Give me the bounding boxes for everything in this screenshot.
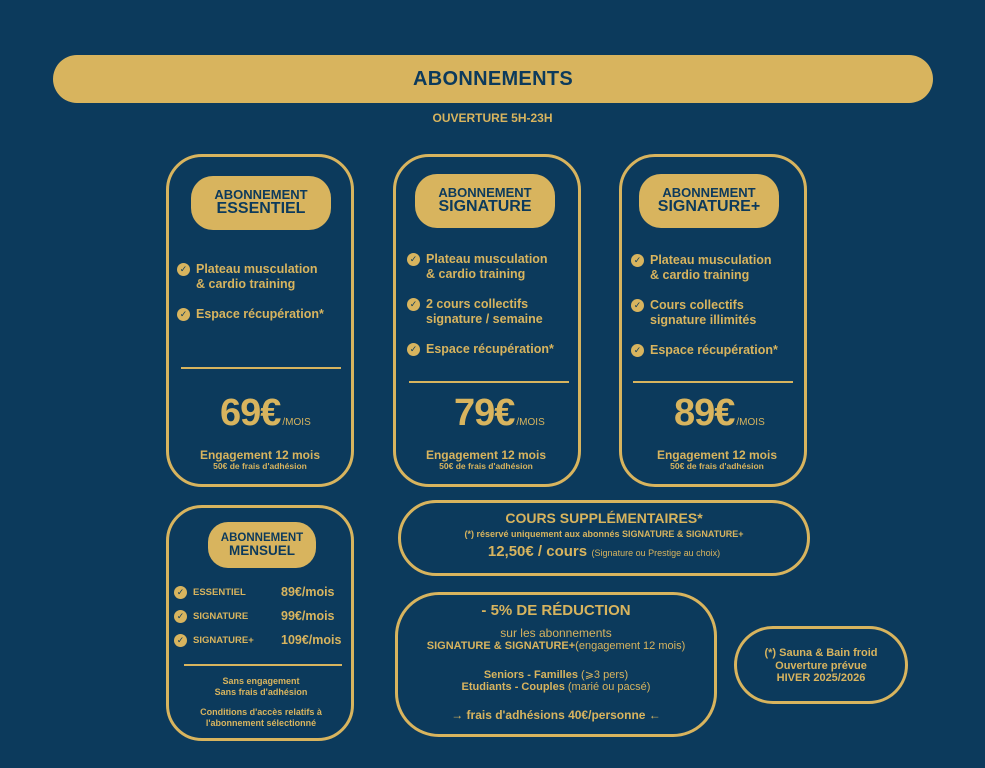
sauna-text: (*) Sauna & Bain froid Ouverture prévue HIVER 2025/2026 [764,647,878,684]
feature-item: ✓ Espace récupération* [631,343,803,358]
check-circle-icon: ✓ [631,254,644,267]
title-banner [53,55,933,103]
reduction-line: SIGNATURE & SIGNATURE+(engagement 12 mois) [426,640,686,652]
check-circle-icon: ✓ [407,298,420,311]
extra-courses-note: (*) réservé uniquement aux abonnés SIGNATURE & SIGNATURE+ [464,529,744,539]
plan-name-line1: ABONNEMENT [438,184,532,200]
engagement-info: Engagement 12 mois 50€ de frais d'adhésion [656,448,778,471]
divider [184,664,342,666]
plan-name-pill [639,174,779,228]
plan-name-line1: ABONNEMENT [214,186,308,202]
feature-item: ✓ Plateau musculation & cardio training [177,262,347,292]
feature-item: ✓ Plateau musculation & cardio training [407,252,577,282]
feature-item: ✓ Plateau musculation & cardio training [631,253,803,283]
plan-name-line2: ESSENTIEL [216,200,306,218]
reduction-line: Seniors - Familles (⩾3 pers) [483,669,629,681]
plan-name-pill [415,174,555,228]
page-title: ABONNEMENTS [413,67,573,90]
check-circle-icon: ✓ [174,610,187,623]
monthly-row: ✓ SIGNATURE 99€/mois [174,609,335,623]
opening-hours: OUVERTURE 5H-23H [432,111,553,125]
extra-courses-price: 12,50€ / cours (Signature ou Prestige au choix) [487,543,721,560]
check-circle-icon: ✓ [177,308,190,321]
plan-name-line1: ABONNEMENT [662,184,756,200]
check-circle-icon: ✓ [407,343,420,356]
plan-name-line2: SIGNATURE [438,198,532,216]
plan-price: 69€ /MOIS [220,392,311,434]
reduction-fee: → frais d'adhésions 40€/personne ← [451,708,661,722]
check-circle-icon: ✓ [177,263,190,276]
divider [181,367,341,369]
plan-price: 89€ /MOIS [674,392,765,434]
engagement-info: Engagement 12 mois 50€ de frais d'adhésion [425,448,547,471]
monthly-row: ✓ SIGNATURE+ 109€/mois [174,633,341,647]
feature-item: ✓ Cours collectifs signature illimités [631,298,803,328]
feature-item: ✓ 2 cours collectifs signature / semaine [407,297,577,327]
reduction-title: - 5% DE RÉDUCTION [481,602,631,619]
check-circle-icon: ✓ [631,299,644,312]
reduction-line: sur les abonnements [500,626,612,640]
check-circle-icon: ✓ [174,586,187,599]
engagement-info: Engagement 12 mois 50€ de frais d'adhésion [199,448,321,471]
check-circle-icon: ✓ [631,344,644,357]
check-circle-icon: ✓ [174,634,187,647]
plan-name-pill [208,522,316,568]
feature-item: ✓ Espace récupération* [177,307,347,322]
plan-name-pill [191,176,331,230]
reduction-line: Etudiants - Couples (marié ou pacsé) [461,681,651,693]
monthly-row: ✓ ESSENTIEL 89€/mois [174,585,335,599]
divider [633,381,793,383]
monthly-notes: Sans engagement Sans frais d'adhésion [214,676,308,697]
check-circle-icon: ✓ [407,253,420,266]
extra-courses-title: COURS SUPPLÉMENTAIRES* [505,510,703,526]
plan-price: 79€ /MOIS [454,392,545,434]
feature-item: ✓ Espace récupération* [407,342,577,357]
plan-name-line2: SIGNATURE+ [657,198,761,216]
divider [409,381,569,383]
monthly-conditions: Conditions d'accès relatifs à l'abonnement sélectionné [200,707,322,728]
plan-name-line2: MENSUEL [228,542,295,558]
plan-name-line1: ABONNEMENT [220,531,304,544]
